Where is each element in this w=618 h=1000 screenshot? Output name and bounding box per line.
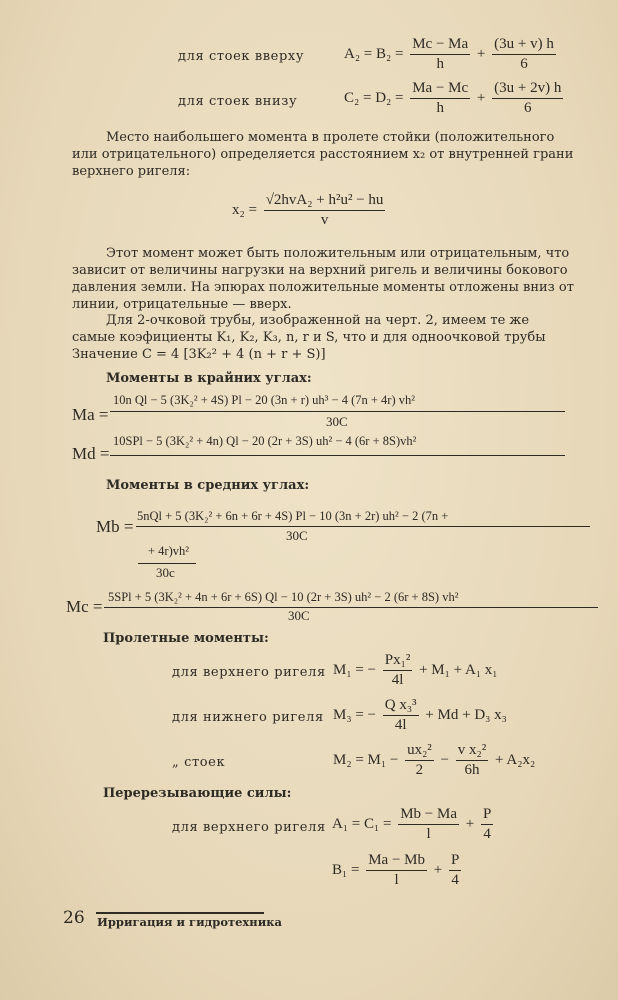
eq-a1-den2: 4 [483,826,491,842]
eq-m3-lhs: M₃ = − [333,706,376,723]
eq-a1-label: для верхнего ригеля [172,820,326,835]
eq-md-fraction-bar [110,455,565,456]
para2-line5: Для 2-очковой трубы, изображенной на черт. 2, имеем те же [106,313,530,328]
eq-m2-label: „ стоек [172,755,226,770]
eq-mc-fraction-bar [104,607,598,608]
eq-b1-lhs: B₁ = [332,861,360,878]
eq-a2-frac1 [410,36,470,73]
eq-ma-den: 30C [326,414,348,429]
eq-m2-tail: + A₂x₂ [495,751,536,768]
para2-line4: линии, отрицательные — вверх. [72,297,292,312]
para1-line2: или отрицательного) определяется расстоянием x₂ от внутренней грани [72,147,574,162]
para1-line3: верхнего ригеля: [72,164,191,179]
eq-x2-lhs: x₂ = [232,201,257,218]
eq-m1 [333,652,498,689]
eq-c2-frac1-den: h [436,100,444,116]
para2-line1: Этот момент может быть положительным или отрицательным, что [106,246,570,261]
eq-a1-frac2 [481,806,493,843]
eq-ma-fraction-bar [110,411,565,412]
eq-a1-plus: + [465,815,475,832]
heading-corner-moments: Моменты в крайних углах: [106,371,312,386]
eq-mb-cont-num: + 4r)vh² [148,544,189,558]
para2-line2: зависит от величины нагрузки на верхний ригель и величины бокового [72,263,568,278]
eq-m1-tail: + M₁ + A₁ x₁ [419,661,498,678]
heading-span-moments: Пролетные моменты: [103,631,269,646]
eq-c2-label: для стоек внизу [178,94,298,109]
eq-a1-num1: Mb − Ma [398,806,459,825]
eq-b1-den1: l [394,872,399,888]
eq-a1 [332,806,496,843]
eq-a2-frac1-den: h [436,56,444,72]
eq-b1-frac1 [366,852,427,889]
eq-m2-minus: − [440,751,450,768]
eq-a2-label: для стоек вверху [178,49,305,64]
eq-m2-den1: 2 [415,762,424,778]
eq-m3-label: для нижнего ригеля [172,710,324,725]
eq-a2-frac2-num: (3u + v) h [492,36,556,55]
eq-m3-tail: + Md + D₃ x₃ [425,706,507,723]
eq-m2-frac1 [405,742,434,779]
eq-mc-lhs: Mc = [66,597,103,616]
eq-m2-num1: ux₂² [405,742,434,761]
para2-line7: Значение C = 4 [3K₂² + 4 (n + r + S)] [72,347,326,362]
eq-mc-num: 5SPl + 5 (3K₂² + 4n + 6r + 6S) Ql − 10 (2r + 3S) uh² − 2 (6r + 8S) vh² [108,590,459,604]
eq-a2 [344,36,559,73]
para2-line3: давления земли. На эпюрах положительные моменты отложены вниз от [72,280,574,295]
eq-c2-lhs: C₂ = D₂ = [344,89,404,106]
eq-m3-frac [383,697,419,734]
eq-a2-frac2-den: 6 [520,56,528,72]
eq-b1-num2: P [449,852,461,871]
para1-line1: Место наибольшего момента в пролете стойки (положительного [106,130,555,145]
eq-b1-den2: 4 [451,872,459,888]
eq-mb-cont-den: 30c [156,565,175,580]
eq-c2-frac1-num: Ma − Mc [410,80,470,99]
eq-m2 [333,742,535,779]
eq-c2-frac2-den: 6 [523,100,532,116]
eq-x2 [232,192,388,229]
eq-ma-num: 10n Ql − 5 (3K₂² + 4S) Pl − 20 (3n + r) uh³ − 4 (7n + 4r) vh² [113,393,415,407]
eq-c2-frac2-num: (3u + 2v) h [492,80,563,99]
eq-a1-den1: l [426,826,431,842]
heading-shear-forces: Перерезывающие силы: [103,786,292,801]
eq-m2-lhs: M₂ = M₁ − [333,751,399,768]
eq-mb-lhs: Mb = [96,517,134,536]
eq-m3-num: Q x₃³ [383,697,419,716]
eq-b1-frac2 [449,852,461,889]
eq-c2-frac1 [410,80,470,117]
eq-mb-fraction-bar [136,526,590,527]
eq-md-num: 10SPl − 5 (3K₂² + 4n) Ql − 20 (2r + 3S) uh² − 4 (6r + 8S)vh² [113,434,417,448]
page-number: 26 [63,908,85,928]
eq-m1-frac [383,652,413,689]
eq-m1-lhs: M₁ = − [333,661,376,678]
eq-m1-num: Px₁² [383,652,413,671]
eq-m2-den2: 6h [464,762,480,778]
eq-mc-den: 30C [288,608,310,623]
eq-c2-plus: + [476,89,486,106]
eq-mb-num: 5nQl + 5 (3K₂² + 6n + 6r + 4S) Pl − 10 (3n + 2r) uh² − 2 (7n + [137,509,449,523]
eq-a1-lhs: A₁ = C₁ = [332,815,392,832]
eq-x2-den: v [320,212,329,228]
eq-a2-frac2 [492,36,556,73]
eq-mb-den: 30C [286,528,308,543]
journal-title: Ирригация и гидротехника [97,915,282,929]
eq-mb-cont-fraction-bar [138,563,196,564]
eq-c2 [344,80,566,117]
eq-m3 [333,697,507,734]
eq-x2-frac [264,192,386,229]
eq-c2-frac2 [492,80,563,117]
eq-a2-plus: + [476,45,486,62]
eq-b1 [332,852,464,889]
eq-m3-den: 4l [394,717,407,733]
eq-m2-frac2 [456,742,488,779]
footer-rule [96,912,264,914]
eq-b1-num1: Ma − Mb [366,852,427,871]
eq-a1-num2: P [481,806,493,825]
para2-line6: самые коэфициенты K₁, K₂, K₃, n, r и S, что и для одноочковой трубы [72,330,546,345]
heading-middle-moments: Моменты в средних углах: [106,478,310,493]
eq-m1-den: 4l [391,672,404,688]
eq-b1-plus: + [433,861,443,878]
eq-md-lhs: Md = [72,444,110,463]
eq-a2-frac1-num: Mc − Ma [410,36,470,55]
eq-m1-label: для верхнего ригеля [172,665,326,680]
eq-ma-lhs: Ma = [72,405,109,424]
eq-a2-lhs: A₂ = B₂ = [344,45,404,62]
eq-m2-num2: v x₂² [456,742,488,761]
eq-x2-num: √2hvA₂ + h²u² − hu [264,192,386,211]
eq-a1-frac1 [398,806,459,843]
